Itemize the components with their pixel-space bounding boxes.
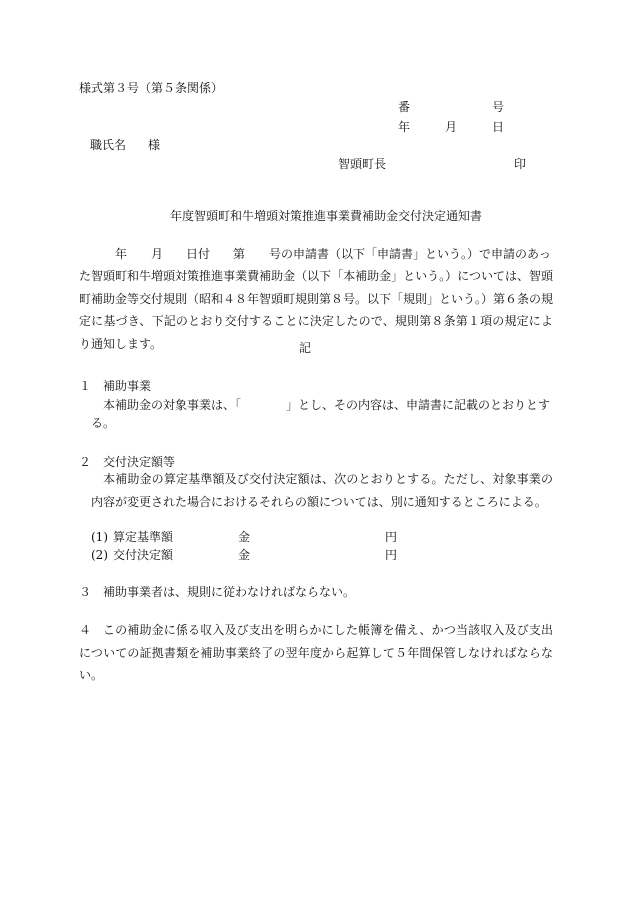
- addressee-sama: 様: [148, 138, 161, 152]
- section-1-title: 補助事業: [103, 379, 152, 393]
- amount-row-2-num: (2): [91, 548, 108, 562]
- addressee-name-label: 職氏名: [90, 138, 127, 152]
- section-3-number: ３: [79, 585, 92, 599]
- amount-row-1-label: 算定基準額: [113, 530, 174, 544]
- ki-mark: 記: [299, 341, 312, 355]
- section-1-number: １: [79, 379, 92, 393]
- section-1-body-line2: る。: [91, 416, 116, 430]
- intro-line1-rest: 号の申請書（以下「申請書」という。）で申請のあっ: [269, 247, 551, 261]
- intro-nen: 年: [115, 247, 128, 261]
- date-year: 年: [398, 120, 411, 134]
- section-4-number: ４: [79, 623, 92, 637]
- section-2-body: 本補助金の算定基準額及び交付決定額は、次のとおりとする。ただし、対象事業の内容が変更された場合におけるそれらの額については、別に通知するところによる。: [91, 472, 553, 509]
- intro-tsuki: 月: [151, 247, 164, 261]
- doc-number-ban: 番: [398, 100, 411, 114]
- section-2-title: 交付決定額等: [103, 455, 176, 469]
- section-2-number: ２: [79, 455, 92, 469]
- intro-dai: 第: [233, 247, 246, 261]
- issuer-seal: 印: [514, 157, 527, 171]
- intro-body: た智頭町和牛増頭対策推進事業費補助金（以下「本補助金」という。）については、智頭町補助金等交付規則（昭和４８年智頭町規則第８号。以下「規則」という。）第６条の規定に基づき、下記のとおり交付することに決定したので、規則第８条第１項の規定により通知します。: [79, 269, 554, 351]
- amount-row-1-num: (1): [91, 530, 108, 544]
- amount-row-2-label: 交付決定額: [113, 548, 174, 562]
- section-1-body-b: 」とし、その内容は、申請書に記載のとおりとす: [286, 398, 551, 412]
- date-day: 日: [492, 120, 505, 134]
- section-3-body: 補助事業者は、規則に従わなければならない。: [103, 585, 356, 599]
- issuer-title: 智頭町長: [338, 157, 387, 171]
- amount-row-1-yen: 円: [385, 530, 398, 544]
- document-title: 年度智頭町和牛増頭対策推進事業費補助金交付決定通知書: [170, 209, 483, 223]
- form-number: 様式第３号（第５条関係）: [79, 81, 224, 95]
- amount-row-2-kin: 金: [238, 548, 251, 562]
- intro-hizuke: 日付: [186, 247, 211, 261]
- section-1-body-a: 本補助金の対象事業は、「: [103, 398, 242, 412]
- doc-number-go: 号: [492, 100, 505, 114]
- section-4-body: この補助金に係る収入及び支出を明らかにした帳簿を備え、かつ当該収入及び支出についての証拠書類を補助事業終了の翌年度から起算して５年間保管しなければならない。: [79, 623, 553, 682]
- amount-row-1-kin: 金: [238, 530, 251, 544]
- amount-row-2-yen: 円: [385, 548, 398, 562]
- date-month: 月: [445, 120, 458, 134]
